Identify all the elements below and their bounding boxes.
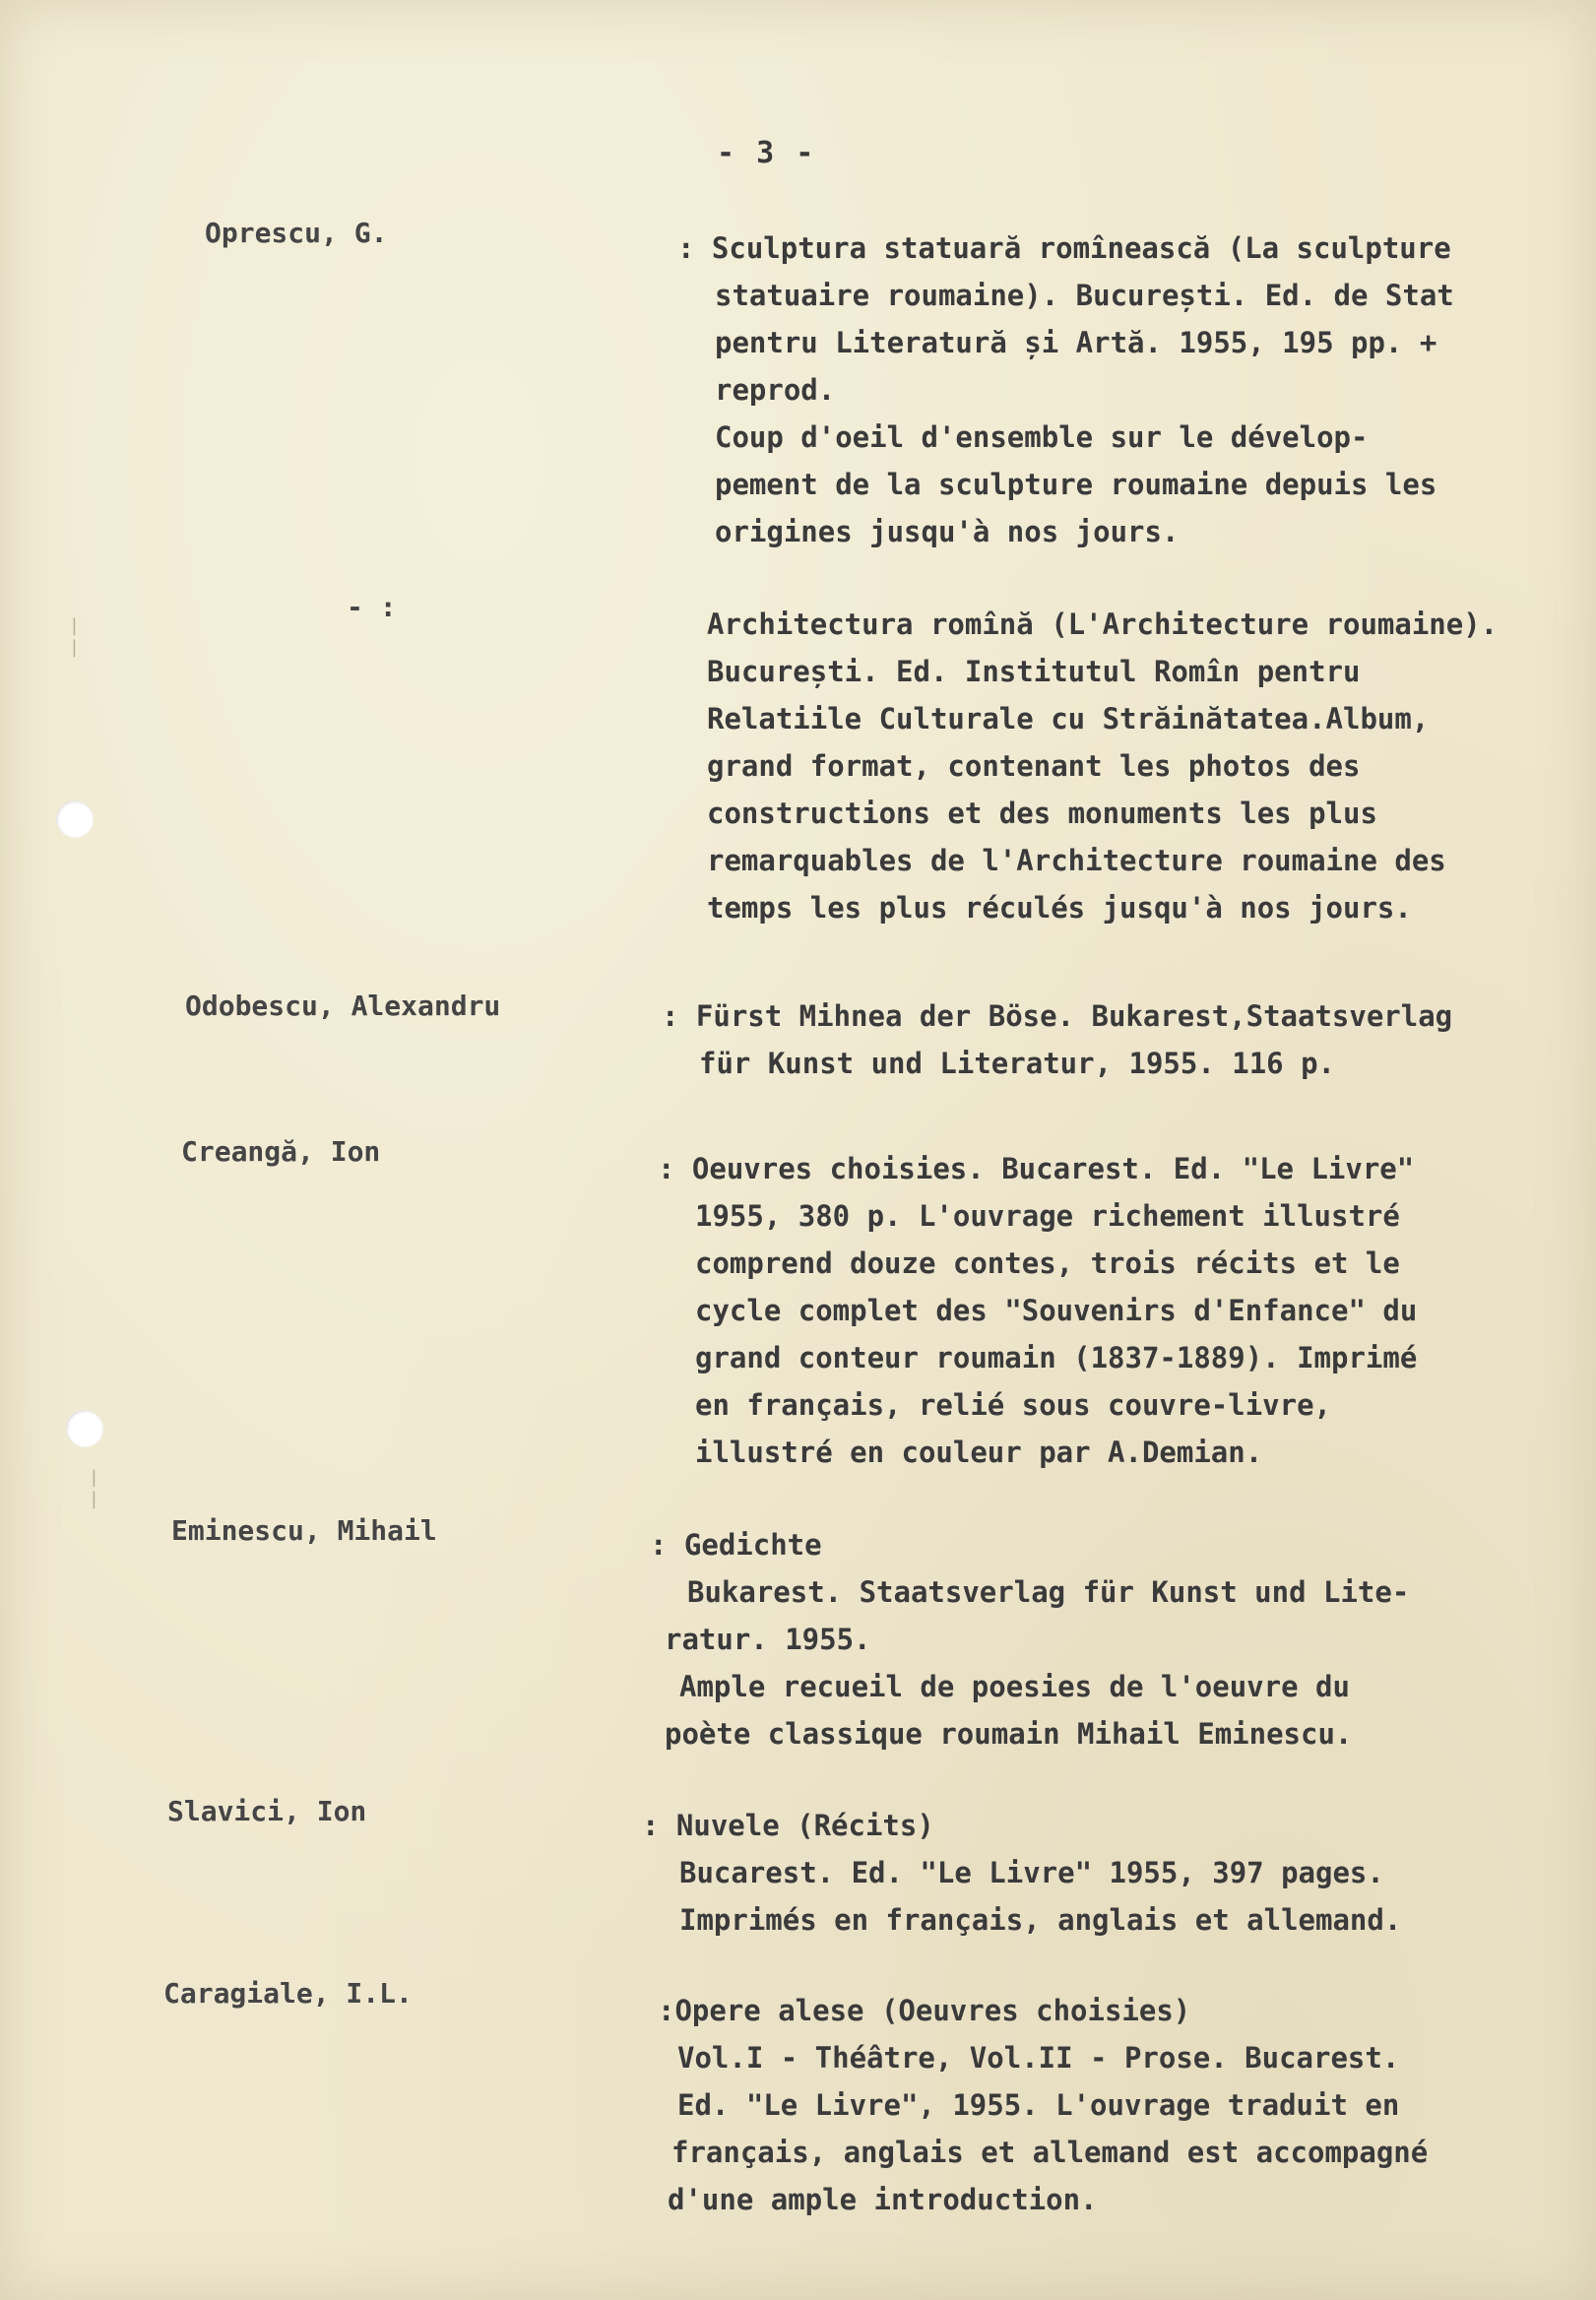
entry-line: : Sculptura statuară romînească (La sculpture (677, 231, 1451, 265)
entry-line: d'une ample introduction. (668, 2183, 1098, 2216)
entry-line: Ample recueil de poesies de l'oeuvre du (679, 1670, 1350, 1703)
entry-author: Creangă, Ion (181, 1135, 381, 1168)
entry-line: statuaire roumaine). București. Ed. de Stat (715, 279, 1454, 312)
entry-text (658, 1145, 1417, 1476)
entry-line: Relatiile Culturale cu Străinătatea.Album, (707, 702, 1430, 735)
entry-line: pentru Literatură și Artă. 1955, 195 pp. + (715, 326, 1437, 359)
entry-line: : Fürst Mihnea der Böse. Bukarest,Staatsverlag (662, 999, 1453, 1033)
entry-line: Vol.I - Théâtre, Vol.II - Prose. Bucarest. (677, 2041, 1400, 2075)
entry-line: Bucarest. Ed. "Le Livre" 1955, 397 pages. (679, 1856, 1384, 1889)
entry-author: Eminescu, Mihail (171, 1514, 437, 1547)
entry-line: Ed. "Le Livre", 1955. L'ouvrage traduit en (677, 2088, 1400, 2122)
entry-line: :Opere alese (Oeuvres choisies) (658, 1994, 1191, 2027)
entry-line: Architectura romînă (L'Architecture roumaine). (707, 607, 1499, 641)
entry-author: Slavici, Ion (167, 1795, 367, 1827)
entry-author: - : (347, 591, 397, 623)
margin-mark: | | (89, 1467, 99, 1509)
entry-line: grand format, contenant les photos des (707, 749, 1361, 783)
punch-hole-bottom (66, 1410, 103, 1447)
entry-author: Oprescu, G. (205, 217, 388, 249)
entry-line: remarquables de l'Architecture roumaine des (707, 844, 1446, 877)
entry-line: temps les plus réculés jusqu'à nos jours. (707, 891, 1412, 925)
entry-author: Odobescu, Alexandru (185, 990, 501, 1022)
entry-line: Bukarest. Staatsverlag für Kunst und Lite- (687, 1575, 1410, 1609)
entry-line: : Nuvele (Récits) (642, 1809, 934, 1842)
entry-text (650, 1521, 1409, 1757)
page-number: - 3 - (717, 136, 816, 170)
entry-text (642, 1802, 1401, 1944)
entry-line: grand conteur roumain (1837-1889). Imprimé (695, 1341, 1418, 1374)
entry-line: București. Ed. Institutul Romîn pentru (707, 655, 1361, 688)
entry-line: français, anglais et allemand est accompagné (671, 2136, 1429, 2169)
entry-line: ratur. 1955. (665, 1623, 871, 1656)
entry-line: : Oeuvres choisies. Bucarest. Ed. "Le Livre" (658, 1152, 1415, 1185)
entry-line: Imprimés en français, anglais et allemand. (679, 1903, 1402, 1937)
entry-text (707, 601, 1498, 931)
entry-text (658, 1987, 1428, 2223)
entry-line: comprend douze contes, trois récits et le (695, 1246, 1400, 1280)
entry-author: Caragiale, I.L. (163, 1977, 413, 2010)
margin-mark: | | (69, 615, 80, 658)
entry-text (677, 224, 1454, 555)
entry-line: Coup d'oeil d'ensemble sur le dévelop- (715, 420, 1369, 454)
entry-line: en français, relié sous couvre-livre, (695, 1388, 1332, 1422)
punch-hole-top (56, 800, 94, 838)
entry-line: constructions et des monuments les plus (707, 797, 1377, 830)
entry-line: : Gedichte (650, 1528, 822, 1562)
entry-line: reprod. (715, 373, 836, 407)
entry-line: für Kunst und Literatur, 1955. 116 p. (699, 1047, 1336, 1080)
entry-line: origines jusqu'à nos jours. (715, 515, 1180, 548)
entry-line: illustré en couleur par A.Demian. (695, 1436, 1263, 1469)
entry-line: cycle complet des "Souvenirs d'Enfance" du (695, 1294, 1418, 1327)
entry-line: pement de la sculpture roumaine depuis les (715, 468, 1437, 501)
entry-text (662, 992, 1452, 1087)
entry-line: poète classique roumain Mihail Eminescu. (665, 1717, 1353, 1751)
entry-line: 1955, 380 p. L'ouvrage richement illustré (695, 1199, 1400, 1233)
